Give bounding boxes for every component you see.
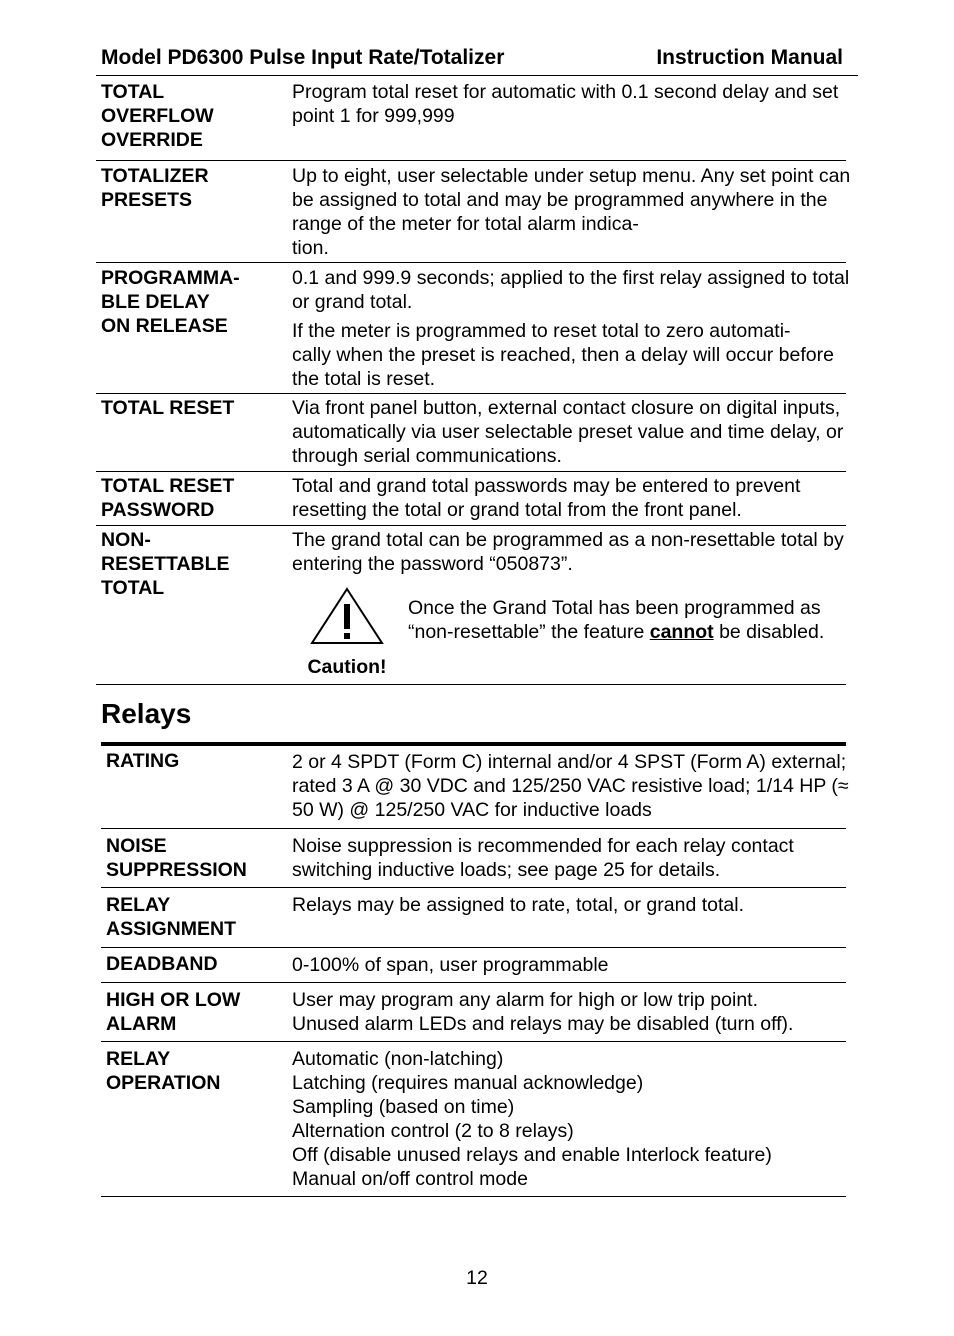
spec-text: Program total reset for automatic with 0.1 second delay and set point 1 for 999,999 xyxy=(292,81,839,127)
spec-label: NON- RESETTABLE TOTAL xyxy=(101,529,230,599)
section-rule xyxy=(101,742,846,746)
relay-text: 0-100% of span, user programmable xyxy=(292,954,609,976)
header-rule xyxy=(96,75,858,76)
relay-label: DEADBAND xyxy=(106,953,218,975)
caution-label: Caution! xyxy=(307,656,387,678)
relay-row-relay-assignment xyxy=(101,888,846,948)
spec-text: The grand total can be programmed as a non-resettable total by entering the password “050873”. xyxy=(292,529,844,575)
spec-row-total-overflow xyxy=(96,80,846,160)
relay-label: RATING xyxy=(106,750,180,772)
spec-text: Via front panel button, external contact closure on digital inputs, automatically via user selectable preset value and time delay, or through serial communications. xyxy=(292,397,844,467)
row-divider xyxy=(96,262,846,263)
spec-label: TOTAL RESET xyxy=(101,397,235,419)
relay-row-rating xyxy=(101,748,849,829)
row-divider xyxy=(96,471,846,472)
spec-text: Up to eight, user selectable under setup menu. Any set point can be assigned to total and may be programmed anywhere in the range of the meter for total alarm indica- tion. xyxy=(292,165,851,259)
relay-text: Automatic (non-latching) Latching (requires manual acknowledge) Sampling (based on time) Alternation control (2 to 8 relays) Off (disable unused relays and enable Interlock feature) Manual on/off control mode xyxy=(292,1048,772,1190)
spec-text: Total and grand total passwords may be entered to prevent resetting the total or grand total from the front panel. xyxy=(292,475,801,521)
relay-text: Relays may be assigned to rate, total, or grand total. xyxy=(292,894,744,916)
relay-label: RELAY OPERATION xyxy=(106,1048,221,1094)
spec-row-programmable-delay xyxy=(96,266,850,393)
row-divider xyxy=(96,160,846,161)
relay-label: RELAY ASSIGNMENT xyxy=(106,894,237,940)
row-divider xyxy=(96,525,846,526)
caution-text-part: be disabled. xyxy=(713,621,825,643)
warning-triangle-icon xyxy=(309,586,385,646)
spec-row-totalizer-presets xyxy=(96,164,851,262)
page-number: 12 xyxy=(466,1267,488,1289)
caution-text xyxy=(408,596,838,644)
relay-row-deadband xyxy=(101,948,846,983)
relay-row-high-or-low-alarm xyxy=(101,983,846,1042)
spec-row-non-resettable-total xyxy=(96,528,846,684)
relay-text: 2 or 4 SPDT (Form C) internal and/or 4 SPST (Form A) external; rated 3 A @ 30 VDC and 125/250 VAC resistive load; 1/14 HP (≈ 50 W) @ 125/250 VAC for inductive loads xyxy=(292,751,849,821)
caution-block xyxy=(304,586,390,679)
row-divider xyxy=(96,393,846,394)
caution-emphasis: cannot xyxy=(649,621,714,643)
relay-label: NOISE SUPPRESSION xyxy=(106,835,247,881)
spec-row-total-reset xyxy=(96,396,846,471)
spec-row-total-reset-password xyxy=(96,474,846,525)
spec-label: TOTAL OVERFLOW OVERRIDE xyxy=(101,81,214,151)
section-title-relays: Relays xyxy=(101,698,192,729)
spec-text: 0.1 and 999.9 seconds; applied to the first relay assigned to total or grand total. xyxy=(292,267,850,313)
relay-row-noise-suppression xyxy=(101,829,846,888)
spec-label: TOTALIZER PRESETS xyxy=(101,165,209,211)
spec-label: PROGRAMMA- BLE DELAY ON RELEASE xyxy=(101,267,240,337)
relay-row-relay-operation xyxy=(101,1042,846,1197)
spec-text-2: If the meter is programmed to reset total to zero automati- cally when the preset is reached, then a delay will occur before the total is reset. xyxy=(292,320,834,390)
header-manual-label: Instruction Manual xyxy=(656,46,843,69)
relay-text: User may program any alarm for high or low trip point. Unused alarm LEDs and relays may be disabled (turn off). xyxy=(292,989,794,1035)
relay-label: HIGH OR LOW ALARM xyxy=(106,989,241,1035)
caution-text-part: Once the Grand Total has been programmed as “non-resettable” the feature xyxy=(408,597,821,643)
header-title: Model PD6300 Pulse Input Rate/Totalizer xyxy=(101,46,505,69)
spec-label: TOTAL RESET PASSWORD xyxy=(101,475,235,521)
relay-text: Noise suppression is recommended for each relay contact switching inductive loads; see page 25 for details. xyxy=(292,835,794,881)
row-divider xyxy=(96,684,846,685)
